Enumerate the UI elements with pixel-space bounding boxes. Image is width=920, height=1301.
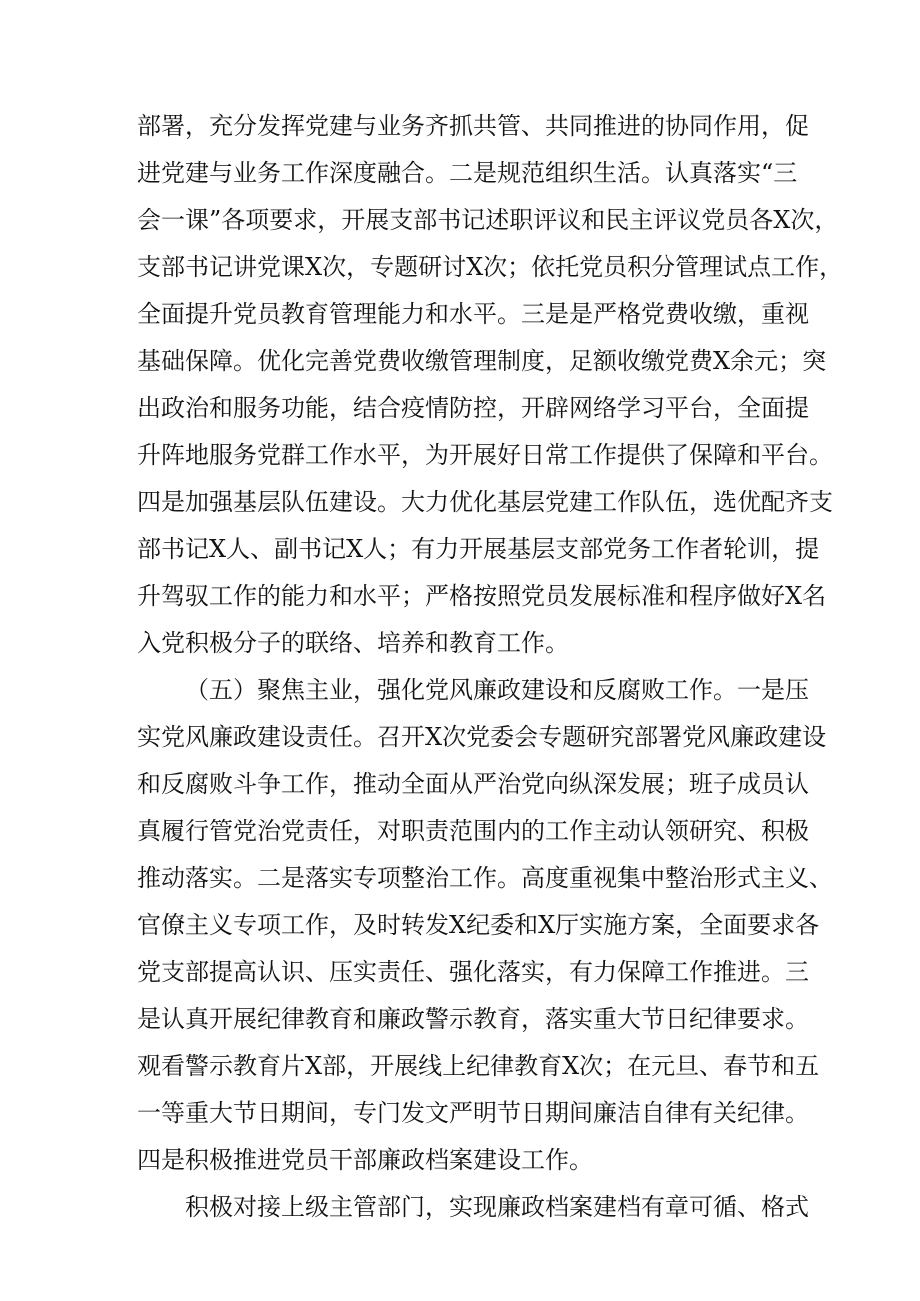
text-line: 观看警示教育片X部，开展线上纪律教育X次；在元旦、春节和五 [137, 1052, 820, 1080]
text-line: 进党建与业务工作深度融合。二是规范组织生活。认真落实“三 [137, 159, 798, 187]
text-line: 部署，充分发挥党建与业务齐抓共管、共同推进的协同作用，促 [137, 112, 809, 140]
text-line: 入党积极分子的联络、培养和教育工作。 [137, 629, 569, 657]
text-line: 官僚主义专项工作，及时转发X纪委和X厅实施方案，全面要求各 [137, 911, 820, 939]
body-text [137, 103, 844, 1231]
text-line: 部书记X人、副书记X人；有力开展基层支部党务工作者轮训，提 [137, 535, 820, 563]
text-line: 四是积极推进党员干部廉政档案建设工作。 [137, 1146, 593, 1174]
text-line: 升驾驭工作的能力和水平；严格按照党员发展标准和程序做好X名 [137, 582, 827, 610]
section-five-heading-line: （五）聚焦主业，强化党风廉政建设和反腐败工作。一是压 [185, 676, 809, 704]
text-line: 和反腐败斗争工作，推动全面从严治党向纵深发展；班子成员认 [137, 770, 809, 798]
text-line: 真履行管党治党责任，对职责范围内的工作主动认领研究、积极 [137, 817, 809, 845]
text-line: 实党风廉政建设责任。召开X次党委会专题研究部署党风廉政建设 [137, 723, 827, 751]
text-line: 推动落实。二是落实专项整治工作。高度重视集中整治形式主义、 [137, 864, 833, 892]
text-line: 会一课”各项要求，开展支部书记述职评议和民主评议党员各X次， [137, 206, 839, 234]
text-line: 四是加强基层队伍建设。大力优化基层党建工作队伍，选优配齐支 [137, 488, 833, 516]
text-line: 一等重大节日期间，专门发文严明节日期间廉洁自律有关纪律。 [137, 1099, 809, 1127]
text-line: 全面提升党员教育管理能力和水平。三是是严格党费收缴，重视 [137, 300, 809, 328]
text-line: 是认真开展纪律教育和廉政警示教育，落实重大节日纪律要求。 [137, 1005, 809, 1033]
text-line: 出政治和服务功能，结合疫情防控，开辟网络学习平台，全面提 [137, 394, 809, 422]
text-line: 党支部提高认识、压实责任、强化落实，有力保障工作推进。三 [137, 958, 809, 986]
text-line: 支部书记讲党课X次，专题研讨X次；依托党员积分管理试点工作， [137, 253, 844, 281]
text-line: 基础保障。优化完善党费收缴管理制度，足额收缴党费X余元；突 [137, 347, 827, 375]
paragraph-start-line: 积极对接上级主管部门，实现廉政档案建档有章可循、格式 [185, 1193, 809, 1221]
text-line: 升阵地服务党群工作水平，为开展好日常工作提供了保障和平台。 [137, 441, 833, 469]
